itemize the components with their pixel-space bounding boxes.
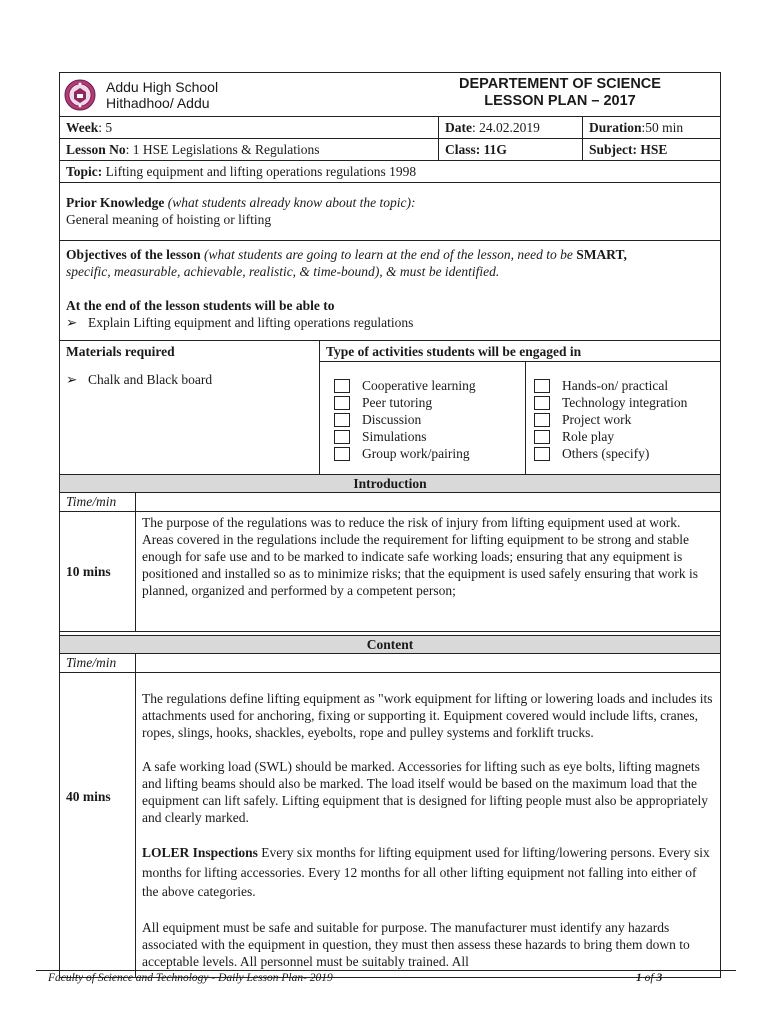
objectives-cell [60, 241, 720, 340]
checkbox[interactable] [334, 430, 350, 444]
lesson-value: : 1 HSE Legislations & Regulations [125, 142, 320, 157]
checkbox[interactable] [334, 447, 350, 461]
objectives-hint-3: ), & must be identified. [374, 264, 500, 279]
objectives-end-label: At the end of the lesson students will be able to [66, 298, 335, 313]
header-row [60, 73, 720, 117]
materials-activities-row [60, 341, 720, 475]
materials-item [60, 362, 319, 390]
activity-label: Simulations [362, 428, 427, 444]
activity-option[interactable] [534, 428, 720, 445]
prior-label: Prior Knowledge [66, 195, 165, 210]
subject-value: HSE [637, 142, 668, 157]
activity-option[interactable] [334, 445, 525, 462]
content-header [60, 636, 720, 654]
lesson-row [60, 139, 720, 161]
arrow-bullet-icon: ➢ [66, 372, 78, 387]
subject-label: Subject: [589, 142, 637, 157]
activity-label: Role play [562, 428, 615, 444]
activities-options [320, 362, 720, 474]
introduction-header [60, 475, 720, 493]
date-label: Date [445, 120, 472, 135]
content-paragraph [142, 843, 714, 902]
activity-label: Project work [562, 411, 632, 427]
introduction-time-header-row [60, 493, 720, 512]
content-time: 40 mins [66, 789, 111, 804]
activity-option[interactable] [334, 428, 525, 445]
checkbox[interactable] [334, 396, 350, 410]
introduction-time: 10 mins [66, 563, 111, 579]
activity-option[interactable] [334, 412, 525, 429]
department-title: DEPARTEMENT OF SCIENCE [459, 76, 661, 92]
introduction-title: Introduction [353, 476, 427, 491]
school-crest-icon [64, 79, 96, 111]
checkbox[interactable] [334, 413, 350, 427]
content-paragraph: All equipment must be safe and suitable for purpose. The manufacturer must identify any hazards associated with the equipment in question, they must then assess these hazards to bring them down to acceptable levels. All personnel must be suitably trained. All [142, 919, 690, 969]
content-paragraph: The regulations define lifting equipment as "work equipment for lifting or lowering loads and includes its attachments used for anchoring, fixing or supporting it. Equipment covered would include lifts, cranes, ropes, slings, hooks, shackles, eyebolts, rope and pulley systems and forklift trucks. [142, 691, 713, 740]
checkbox[interactable] [334, 379, 350, 393]
lesson-plan-table [59, 72, 721, 978]
plan-title: LESSON PLAN – 2017 [484, 93, 636, 109]
loler-text: Every six months for lifting equipment used for lifting/lowering persons. Every six months for lifting accessories. Every 12 months for all other lifting equipment not falling into either of the above categories. [142, 845, 710, 899]
duration-value: :50 min [641, 120, 684, 135]
activity-label: Peer tutoring [362, 395, 433, 411]
activities-label: Type of activities students will be engaged in [320, 341, 720, 362]
activities-cell [319, 341, 720, 474]
materials-cell [60, 341, 319, 474]
prior-hint: (what students already know about the topic): [164, 195, 416, 210]
content-paragraph: A safe working load (SWL) should be marked. Accessories for lifting such as eye bolts, lifting magnets and lifting beams should also be marked. The load itself would be based on the maximum load that the equipment can lift safely. Lifting equipment that is designed for lifting people must also be appropriately and clearly marked. [142, 759, 708, 825]
footer [48, 971, 688, 985]
topic-cell [60, 161, 720, 182]
school-text [106, 79, 218, 111]
week-label: Week [66, 120, 99, 135]
activities-column-2 [525, 362, 720, 474]
content-body-row [60, 673, 720, 977]
checkbox[interactable] [534, 413, 550, 427]
prior-knowledge-cell [60, 183, 720, 240]
activity-label: Cooperative learning [362, 378, 476, 394]
week-value: : 5 [98, 120, 113, 135]
school-block [60, 73, 440, 116]
time-header: Time/min [66, 494, 117, 509]
arrow-bullet-icon: ➢ [66, 315, 78, 330]
date-cell [438, 117, 582, 138]
department-block [440, 73, 720, 116]
objective-text: Explain Lifting equipment and lifting operations regulations [88, 315, 414, 330]
activity-option[interactable] [334, 395, 525, 412]
objectives-hint: (what students are going to learn at the end of the lesson, need to be [200, 247, 577, 262]
checkbox[interactable] [534, 447, 550, 461]
introduction-body-row [60, 512, 720, 632]
subject-cell [582, 139, 720, 160]
materials-label: Materials required [66, 344, 175, 359]
activity-label: Others (specify) [562, 445, 650, 461]
page-current: 1 [636, 972, 642, 984]
content-text [135, 673, 720, 977]
activities-column-1 [320, 362, 525, 474]
school-name: Addu High School [106, 78, 219, 95]
objectives-hint-2: specific, measurable, achievable, realistic, & time-bound [66, 264, 375, 279]
activity-label: Hands-on/ practical [562, 378, 669, 394]
objectives-label: Objectives of the lesson [66, 247, 201, 262]
duration-cell [582, 117, 720, 138]
objective-item [66, 314, 714, 331]
content-time-header-row [60, 654, 720, 673]
content-title: Content [366, 637, 414, 652]
page-of: of [641, 972, 657, 984]
duration-label: Duration [589, 120, 642, 135]
objectives-smart: SMART, [576, 247, 627, 262]
introduction-text: The purpose of the regulations was to reduce the risk of injury from lifting equipment used at work. Areas covered in the regulations include the requirement for lifting equipment to be strong and stable enough for safe use and to be marked to indicate safe working loads; ensuring that any equipment is positioned and installed so as to minimize risks; that the equipment is used safely ensuring that work is planned, organized and performed by a competent person; [135, 512, 720, 631]
page-indicator [636, 971, 662, 985]
time-header: Time/min [66, 655, 117, 670]
activity-option[interactable] [534, 445, 720, 462]
activity-label: Group work/pairing [362, 445, 470, 461]
class-value: 11G [480, 142, 507, 157]
prior-text: General meaning of hoisting or lifting [66, 212, 272, 227]
activity-option[interactable] [534, 378, 720, 395]
loler-label: LOLER Inspections [142, 845, 258, 860]
activity-label: Technology integration [562, 395, 688, 411]
prior-knowledge-row [60, 183, 720, 241]
checkbox[interactable] [534, 430, 550, 444]
class-cell [438, 139, 582, 160]
topic-label: Topic: [66, 164, 103, 179]
page-total: 3 [656, 972, 663, 984]
week-cell [60, 117, 438, 138]
topic-value: Lifting equipment and lifting operations regulations 1998 [102, 164, 417, 179]
objectives-row [60, 241, 720, 341]
activity-option[interactable] [534, 412, 720, 429]
checkbox[interactable] [534, 379, 550, 393]
materials-text: Chalk and Black board [88, 372, 213, 387]
school-location: Hithadhoo/ Addu [106, 94, 210, 111]
class-label: Class: [445, 142, 481, 157]
topic-row [60, 161, 720, 183]
week-row [60, 117, 720, 139]
lesson-label: Lesson No [66, 142, 126, 157]
activity-option[interactable] [534, 395, 720, 412]
footer-text: Faculty of Science and Technology - Daily Lesson Plan- 2019 [48, 972, 333, 984]
checkbox[interactable] [534, 396, 550, 410]
activity-label: Discussion [362, 411, 422, 427]
activity-option[interactable] [334, 378, 525, 395]
lesson-cell [60, 139, 438, 160]
date-value: : 24.02.2019 [472, 120, 540, 135]
